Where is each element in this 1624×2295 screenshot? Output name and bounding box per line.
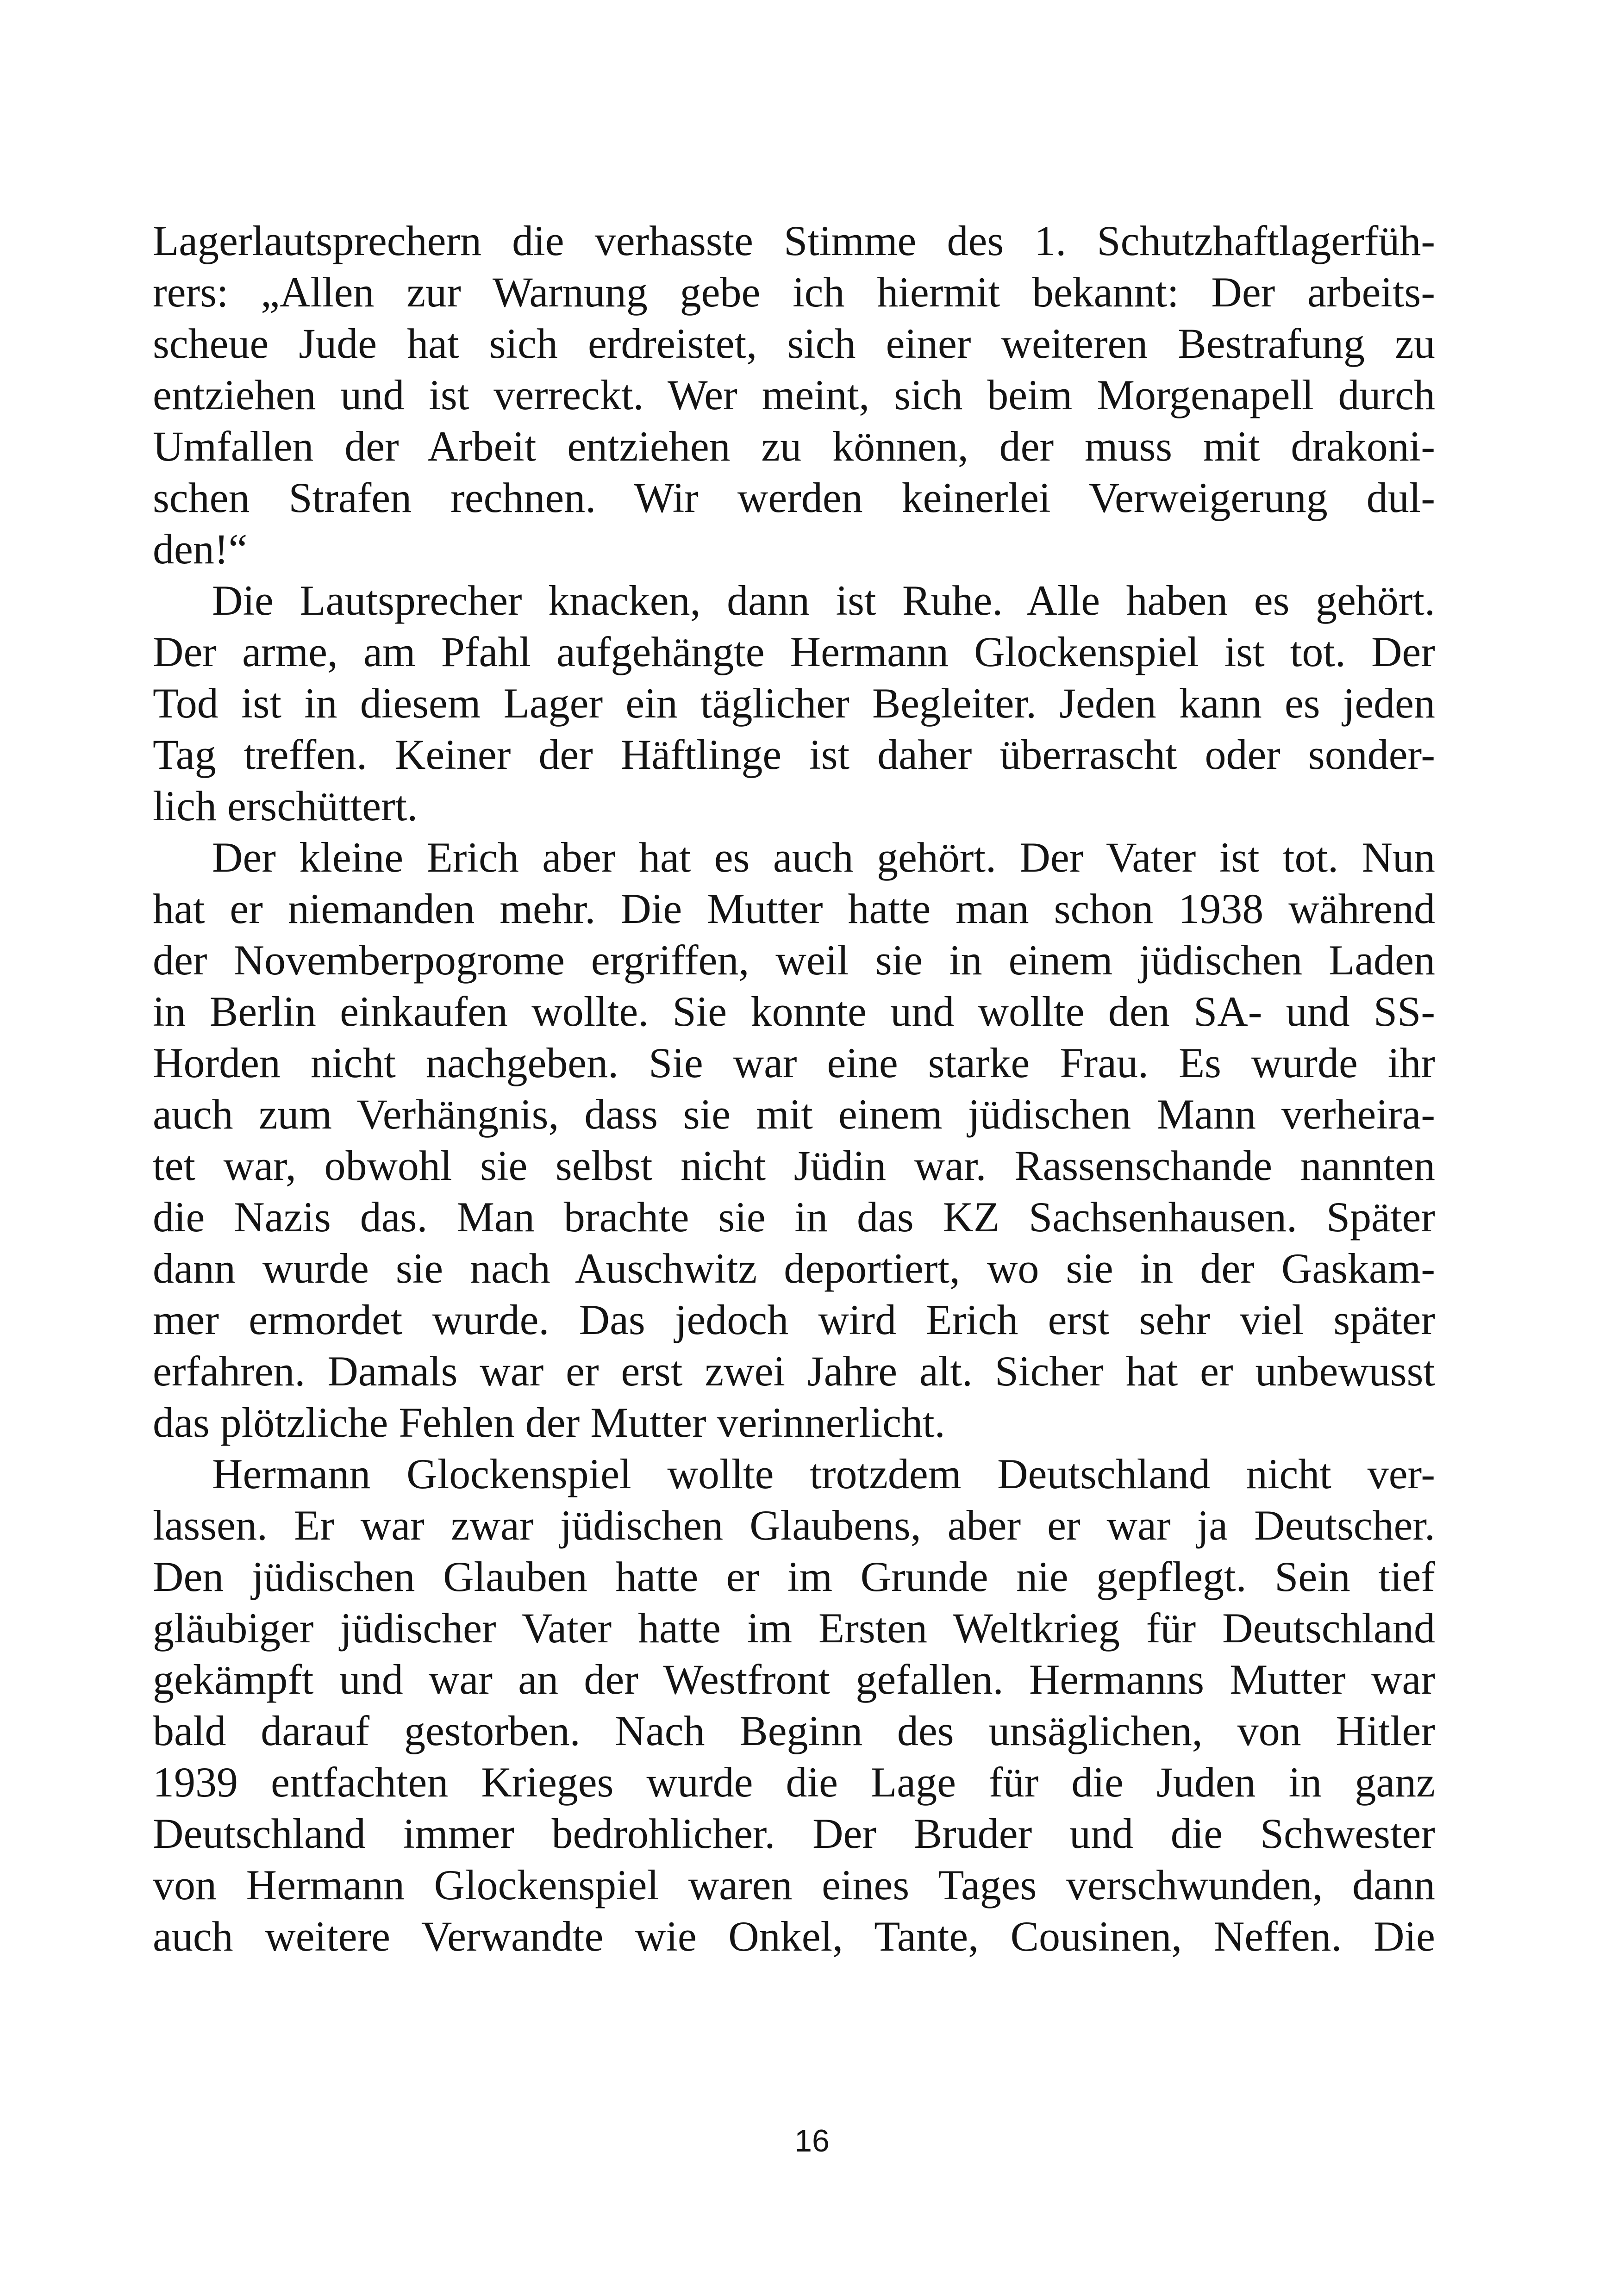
text-line: den!“ — [153, 525, 248, 573]
text-line: die Nazis das. Man brachte sie in das KZ Sachsenhausen. Später — [153, 1193, 1435, 1241]
text-line: von Hermann Glockenspiel waren eines Tages verschwunden, dann — [153, 1861, 1435, 1908]
text-line: dann wurde sie nach Auschwitz deportiert, wo sie in der Gaskam- — [153, 1245, 1435, 1292]
text-line: Der kleine Erich aber hat es auch gehört. Der Vater ist tot. Nun — [212, 834, 1435, 881]
text-line: Hermann Glockenspiel wollte trotzdem Deutschland nicht ver- — [212, 1450, 1435, 1497]
text-line: auch weitere Verwandte wie Onkel, Tante, Cousinen, Neffen. Die — [153, 1913, 1435, 1960]
paragraph — [153, 1448, 1435, 1962]
text-line: erfahren. Damals war er erst zwei Jahre alt. Sicher hat er unbewusst — [153, 1347, 1435, 1395]
text-line: auch zum Verhängnis, dass sie mit einem jüdischen Mann verheira- — [153, 1091, 1435, 1138]
text-line: in Berlin einkaufen wollte. Sie konnte und wollte den SA- und SS- — [153, 988, 1435, 1035]
text-line: Horden nicht nachgeben. Sie war eine starke Frau. Es wurde ihr — [153, 1039, 1435, 1086]
text-line: gläubiger jüdischer Vater hatte im Ersten Weltkrieg für Deutschland — [153, 1604, 1435, 1652]
page-number: 16 — [794, 2123, 830, 2158]
text-line: scheue Jude hat sich erdreistet, sich einer weiteren Bestrafung zu — [153, 320, 1435, 367]
paragraph — [153, 575, 1435, 832]
text-line: tet war, obwohl sie selbst nicht Jüdin war. Rassenschande nannten — [153, 1142, 1435, 1189]
text-line: 1939 entfachten Krieges wurde die Lage für die Juden in ganz — [153, 1759, 1435, 1806]
paragraph — [153, 215, 1435, 575]
text-line: Deutschland immer bedrohlicher. Der Bruder und die Schwester — [153, 1810, 1435, 1857]
text-line: lich erschüttert. — [153, 782, 418, 829]
text-line: Die Lautsprecher knacken, dann ist Ruhe. Alle haben es gehört. — [212, 577, 1435, 624]
text-line: Den jüdischen Glauben hatte er im Grunde nie gepflegt. Sein tief — [153, 1553, 1435, 1600]
body-text — [153, 215, 1435, 1962]
text-line: Umfallen der Arbeit entziehen zu können, der muss mit drakoni- — [153, 423, 1435, 470]
text-line: der Novemberpogrome ergriffen, weil sie in einem jüdischen Laden — [153, 936, 1435, 984]
text-line: hat er niemanden mehr. Die Mutter hatte man schon 1938 während — [153, 885, 1435, 932]
text-line: rers: „Allen zur Warnung gebe ich hiermit bekannt: Der arbeits- — [153, 268, 1435, 316]
text-line: bald darauf gestorben. Nach Beginn des unsäglichen, von Hitler — [153, 1707, 1435, 1754]
text-line: Tag treffen. Keiner der Häftlinge ist daher überrascht oder sonder- — [153, 731, 1435, 778]
text-line: entziehen und ist verreckt. Wer meint, sich beim Morgenapell durch — [153, 371, 1435, 418]
text-line: das plötzliche Fehlen der Mutter verinnerlicht. — [153, 1399, 945, 1446]
text-line: gekämpft und war an der Westfront gefallen. Hermanns Mutter war — [153, 1656, 1435, 1703]
text-line: schen Strafen rechnen. Wir werden keinerlei Verweigerung dul- — [153, 474, 1435, 521]
paragraph — [153, 832, 1435, 1448]
text-line: lassen. Er war zwar jüdischen Glaubens, aber er war ja Deutscher. — [153, 1502, 1435, 1549]
text-line: mer ermordet wurde. Das jedoch wird Erich erst sehr viel später — [153, 1296, 1435, 1343]
text-line: Der arme, am Pfahl aufgehängte Hermann Glockenspiel ist tot. Der — [153, 628, 1435, 675]
text-line: Lagerlautsprechern die verhasste Stimme des 1. Schutzhaftlagerfüh- — [153, 217, 1435, 264]
text-line: Tod ist in diesem Lager ein täglicher Begleiter. Jeden kann es jeden — [153, 680, 1435, 727]
